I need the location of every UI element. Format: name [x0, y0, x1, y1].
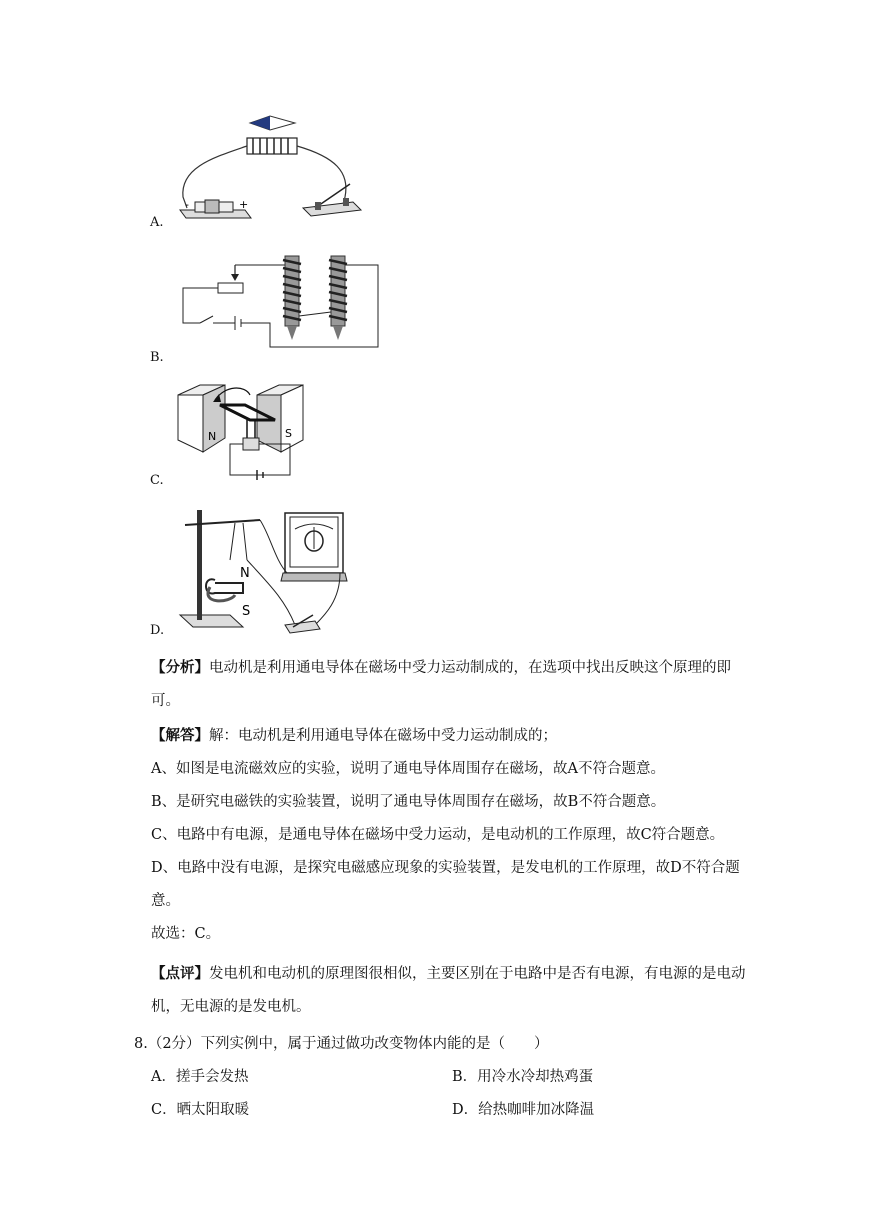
solution-line-d: D、电路中没有电源，是探究电磁感应现象的实验装置，是发电机的工作原理，故D不符合题意。 — [151, 860, 740, 909]
compass-needle-icon — [250, 116, 270, 130]
figure-a-svg — [175, 112, 365, 227]
horseshoe-magnet-icon — [206, 579, 243, 593]
solution-tag: 【解答】 — [151, 727, 209, 744]
solution-line-a: A、如图是电流磁效应的实验，说明了通电导体周围存在磁场，故A不符合题意。 — [151, 761, 665, 777]
choice-a[interactable]: A．搓手会发热 — [151, 1069, 249, 1085]
figure-d — [150, 505, 355, 640]
figure-d-svg — [175, 505, 355, 640]
question-8 — [134, 1028, 754, 1061]
question-number: 8.（2分） — [134, 1036, 201, 1052]
comment-text: 发电机和电动机的原理图很相似，主要区别在于电路中是否有电源，有电源的是电动机，无电源的是发电机。 — [151, 966, 746, 1015]
analysis-block — [151, 651, 751, 718]
figure-b-svg — [175, 250, 385, 350]
south-pole-label: S — [285, 427, 292, 440]
option-d-label: D. — [150, 623, 165, 638]
plus-sign: + — [239, 198, 249, 211]
figure-b — [150, 250, 385, 365]
solution-answer: 故选：C。 — [151, 926, 221, 942]
south-pole-label-d: S — [242, 604, 251, 619]
choice-c[interactable]: C．晒太阳取暖 — [151, 1102, 250, 1118]
question-text: 下列实例中，属于通过做功改变物体内能的是（ ） — [200, 1036, 549, 1052]
option-c-label: C. — [150, 473, 164, 488]
choice-b[interactable]: B．用冷水冷却热鸡蛋 — [452, 1069, 594, 1085]
switch-icon — [200, 316, 213, 323]
figure-a — [150, 112, 365, 230]
north-pole-label: N — [208, 430, 217, 443]
analysis-text: 电动机是利用通电导体在磁场中受力运动制成的，在选项中找出反映这个原理的即可。 — [151, 660, 731, 709]
option-a-label: A. — [150, 215, 164, 230]
analysis-tag: 【分析】 — [151, 659, 209, 676]
north-pole-label-d: N — [240, 566, 250, 581]
minus-sign: - — [185, 198, 189, 211]
solution-intro: 解：电动机是利用通电导体在磁场中受力运动制成的； — [209, 728, 557, 744]
solution-block — [151, 719, 751, 951]
slider-arrow-icon — [231, 274, 239, 281]
figure-c — [150, 380, 315, 488]
comment-block — [151, 957, 751, 1024]
comment-tag: 【点评】 — [151, 965, 209, 982]
option-b-label: B. — [150, 350, 164, 365]
solution-line-b: B、是研究电磁铁的实验装置，说明了通电导体周围存在磁场，故B不符合题意。 — [151, 794, 666, 810]
figure-c-svg — [175, 380, 315, 485]
choice-d[interactable]: D．给热咖啡加冰降温 — [452, 1102, 595, 1118]
solution-line-c: C、电路中有电源，是通电导体在磁场中受力运动，是电动机的工作原理，故C符合题意。 — [151, 827, 725, 843]
